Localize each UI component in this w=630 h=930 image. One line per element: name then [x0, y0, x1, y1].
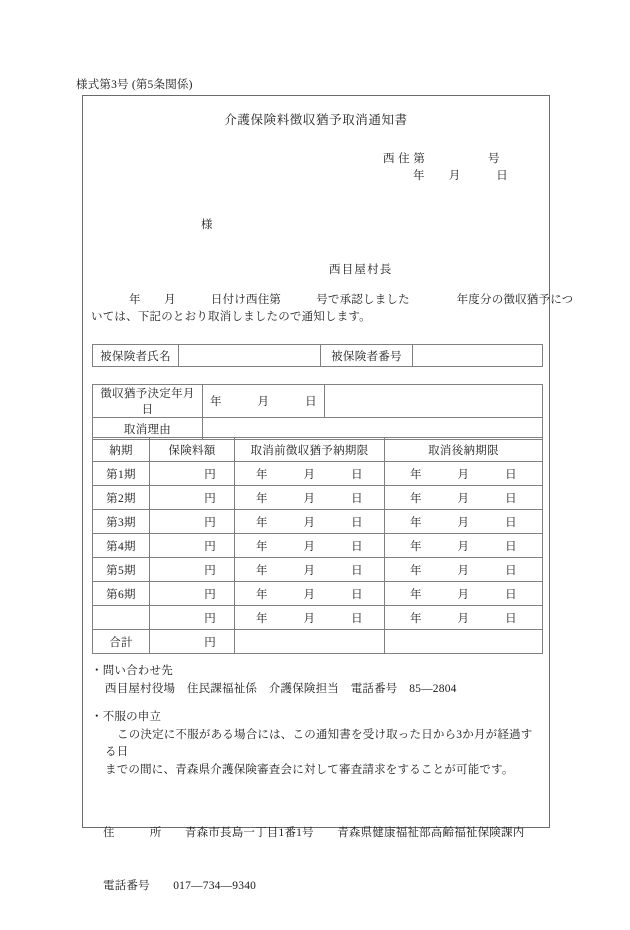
row-amount-cell[interactable] [150, 606, 235, 630]
row-date-before-cell[interactable] [235, 486, 385, 510]
issuer-name: 西目屋村長 [329, 264, 393, 276]
appeal-text-line-1: この決定に不服がある場合には、この通知書を受け取った日から3か月が経過する日 [105, 728, 533, 758]
decision-date-label: 徴収猶予決定年月日 [93, 385, 203, 418]
body-text-line-1: 年 月 日付け西住第 号で承認しました 年度分の徴収猶予につ [129, 294, 574, 306]
date-placeholder: 年 月 日 [255, 612, 364, 625]
insured-name-value[interactable] [179, 345, 321, 367]
table-row [93, 345, 543, 367]
date-placeholder: 年 月 日 [255, 564, 364, 577]
header-period: 納期 [93, 438, 150, 462]
table-row [93, 558, 543, 582]
decision-table [92, 384, 543, 440]
document-number-line: 西 住 第 号 [383, 153, 500, 165]
document-frame [82, 95, 574, 892]
appeal-block [91, 709, 541, 779]
cancel-reason-label: 取消理由 [93, 418, 203, 440]
insured-person-table [92, 344, 543, 367]
date-placeholder: 年 月 日 [409, 540, 518, 553]
date-placeholder: 年 月 日 [409, 588, 518, 601]
row-date-before-cell[interactable] [235, 534, 385, 558]
yen-placeholder: 円 [204, 516, 216, 529]
appeal-phone-line: 電話番号 017—734—9340 [103, 879, 257, 892]
header-date-before: 取消前徴収猶予納期限 [235, 438, 385, 462]
date-placeholder: 年 月 日 [209, 396, 318, 408]
row-date-after-cell[interactable] [385, 558, 543, 582]
row-amount-cell[interactable] [150, 534, 235, 558]
row-date-after-cell[interactable] [385, 606, 543, 630]
body-text [91, 292, 574, 326]
table-row [93, 462, 543, 486]
row-period-label: 第3期 [93, 510, 150, 534]
row-date-before-cell[interactable] [235, 606, 385, 630]
row-date-after-cell[interactable] [385, 486, 543, 510]
row-amount-cell[interactable] [150, 510, 235, 534]
yen-placeholder: 円 [204, 540, 216, 553]
appeal-heading: ・不服の申立 [91, 711, 162, 723]
row-date-before-cell[interactable] [235, 462, 385, 486]
table-row [93, 630, 543, 654]
contact-heading: ・問い合わせ先 [91, 665, 173, 677]
yen-placeholder: 円 [204, 636, 216, 649]
row-date-after-cell[interactable] [385, 462, 543, 486]
decision-date-value[interactable] [203, 385, 325, 418]
document-date-line: 年 月 日 [413, 170, 509, 182]
table-row [93, 606, 543, 630]
insured-number-value[interactable] [413, 345, 543, 367]
date-placeholder: 年 月 日 [409, 612, 518, 625]
date-placeholder: 年 月 日 [255, 540, 364, 553]
row-date-before-cell[interactable] [235, 558, 385, 582]
yen-placeholder: 円 [204, 564, 216, 577]
table-row [93, 582, 543, 606]
row-period-label: 第1期 [93, 462, 150, 486]
addressee-honorific: 様 [201, 219, 213, 231]
date-placeholder: 年 月 日 [255, 492, 364, 505]
installments-table [92, 437, 543, 654]
table-row [93, 534, 543, 558]
yen-placeholder: 円 [204, 588, 216, 601]
table-row [93, 486, 543, 510]
row-date-before-cell[interactable] [235, 582, 385, 606]
installments-body [93, 462, 543, 654]
row-period-label: 第5期 [93, 558, 150, 582]
date-placeholder: 年 月 日 [409, 468, 518, 481]
yen-placeholder: 円 [204, 612, 216, 625]
insured-name-label: 被保険者氏名 [93, 345, 179, 367]
page-title: 介護保険料徴収猶予取消通知書 [224, 113, 408, 127]
appeal-text-line-2: までの間に、青森県介護保険審査会に対して審査請求をすることが可能です。 [105, 763, 514, 776]
row-amount-cell[interactable] [150, 558, 235, 582]
row-amount-cell[interactable] [150, 486, 235, 510]
body-text-line-2: いては、下記のとおり取消しましたので通知します。 [91, 311, 371, 323]
row-period-label: 第6期 [93, 582, 150, 606]
row-amount-cell[interactable] [150, 462, 235, 486]
row-period-label: 合計 [93, 630, 150, 654]
decision-spacer-cell [325, 385, 543, 418]
footer-notes [91, 663, 541, 930]
row-date-after-cell[interactable] [385, 534, 543, 558]
date-placeholder: 年 月 日 [409, 516, 518, 529]
yen-placeholder: 円 [204, 492, 216, 505]
row-date-after-cell[interactable] [385, 582, 543, 606]
row-amount-cell[interactable] [150, 582, 235, 606]
contact-details: 西目屋村役場 住民課福祉係 介護保険担当 電話番号 85—2804 [105, 682, 457, 695]
row-amount-cell[interactable] [150, 630, 235, 654]
date-placeholder: 年 月 日 [409, 492, 518, 505]
date-placeholder: 年 月 日 [255, 468, 364, 481]
row-period-label: 第4期 [93, 534, 150, 558]
yen-placeholder: 円 [204, 468, 216, 481]
header-amount: 保険料額 [150, 438, 235, 462]
form-code-label: 様式第3号 (第5条関係) [76, 79, 193, 91]
row-date-after-cell[interactable] [385, 510, 543, 534]
document-inner [83, 96, 574, 892]
table-row [93, 510, 543, 534]
table-row [93, 385, 543, 418]
contact-block [91, 663, 541, 698]
row-period-label [93, 606, 150, 630]
insured-number-label: 被保険者番号 [321, 345, 413, 367]
date-placeholder: 年 月 日 [255, 588, 364, 601]
row-period-label: 第2期 [93, 486, 150, 510]
appeal-address-block [91, 790, 541, 930]
date-placeholder: 年 月 日 [255, 516, 364, 529]
row-date-before-cell[interactable] [235, 630, 385, 654]
table-header-row [93, 438, 543, 462]
row-date-after-cell[interactable] [385, 630, 543, 654]
appeal-address-line: 住 所 青森市長島一丁目1番1号 青森県健康福祉部高齢福祉保険課内 [103, 827, 525, 839]
date-placeholder: 年 月 日 [409, 564, 518, 577]
header-date-after: 取消後納期限 [385, 438, 543, 462]
row-date-before-cell[interactable] [235, 510, 385, 534]
